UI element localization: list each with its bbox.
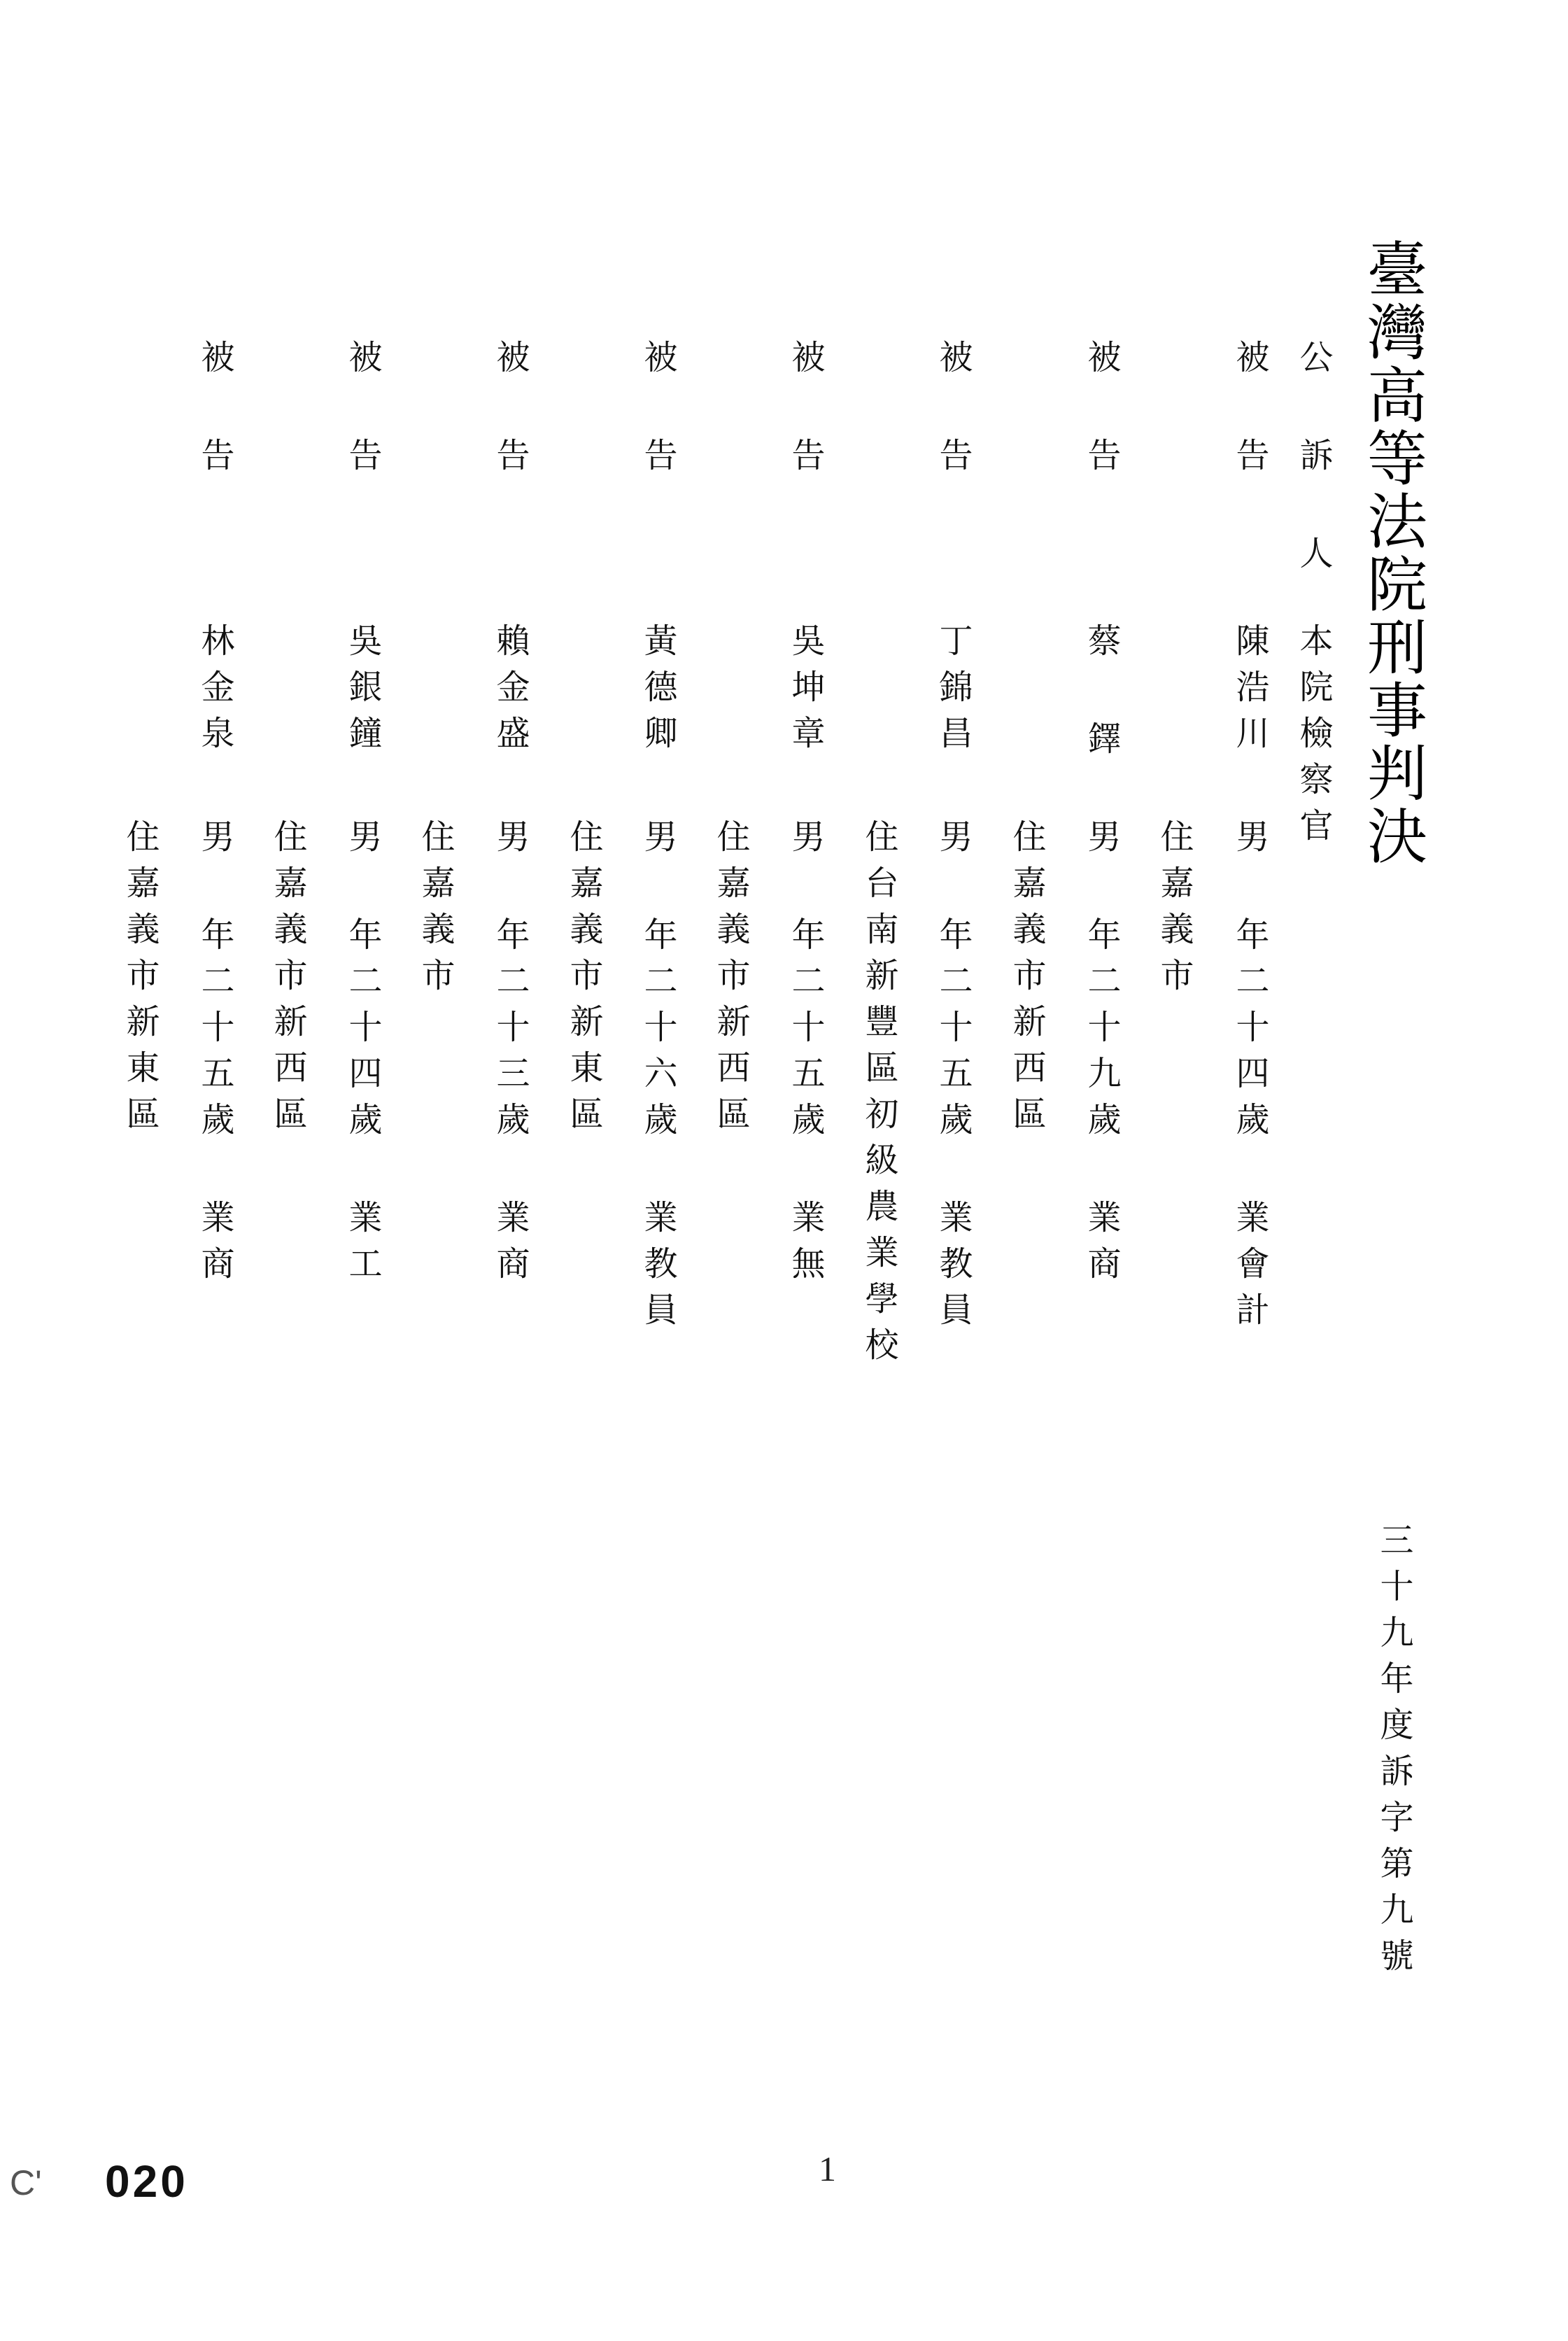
defendant-name: 吳坤章 <box>786 623 825 761</box>
defendant-address: 住嘉義市 <box>416 819 455 1004</box>
defendant-address: 住嘉義市新西區 <box>1007 819 1046 1142</box>
defendant-address: 住台南新豐區初級農業學校 <box>859 819 898 1373</box>
defendant-label: 被 告 <box>1082 339 1121 484</box>
defendant-label: 被 告 <box>1230 339 1269 484</box>
defendant-label: 被 告 <box>638 339 677 484</box>
defendant-label: 被 告 <box>343 339 382 484</box>
defendant-detail: 男 年二十三歲 業商 <box>490 819 530 1292</box>
defendant-label: 被 告 <box>195 339 234 484</box>
defendant-address: 住嘉義市新東區 <box>120 819 160 1142</box>
defendant-label: 被 告 <box>933 339 973 484</box>
defendant-name: 吳銀鐘 <box>343 623 382 761</box>
case-number: 三十九年度訴字第九號 <box>1374 1522 1413 1984</box>
document-title: 臺灣高等法院刑事判決 <box>1357 238 1427 868</box>
defendant-label: 被 告 <box>490 339 530 484</box>
defendant-detail: 男 年二十四歲 業工 <box>343 819 382 1292</box>
defendant-address: 住嘉義市 <box>1154 819 1194 1004</box>
stamp-fragment: C' <box>10 2163 42 2202</box>
defendant-detail: 男 年二十四歲 業會計 <box>1230 819 1269 1338</box>
defendant-detail: 男 年二十九歲 業商 <box>1082 819 1121 1292</box>
defendant-name: 賴金盛 <box>490 623 530 761</box>
prosecutor-name: 本院檢察官 <box>1294 623 1333 854</box>
defendant-detail: 男 年二十五歲 業教員 <box>933 819 973 1338</box>
defendant-address: 住嘉義市新西區 <box>268 819 307 1142</box>
defendant-label: 被 告 <box>786 339 825 484</box>
defendant-detail: 男 年二十六歲 業教員 <box>638 819 677 1338</box>
page-number: 1 <box>819 2149 836 2188</box>
defendant-name: 陳浩川 <box>1230 623 1269 761</box>
page-stamp: 020 <box>105 2156 188 2207</box>
defendant-detail: 男 年二十五歲 業無 <box>786 819 825 1292</box>
defendant-address: 住嘉義市新西區 <box>711 819 750 1142</box>
defendant-address: 住嘉義市新東區 <box>564 819 603 1142</box>
defendant-name: 蔡 鐸 <box>1082 623 1121 767</box>
defendant-name: 林金泉 <box>195 623 234 761</box>
prosecutor-label: 公 訴 人 <box>1294 339 1333 582</box>
defendant-name: 黃德卿 <box>638 623 677 761</box>
defendant-name: 丁錦昌 <box>933 623 973 761</box>
defendant-detail: 男 年二十五歲 業商 <box>195 819 234 1292</box>
